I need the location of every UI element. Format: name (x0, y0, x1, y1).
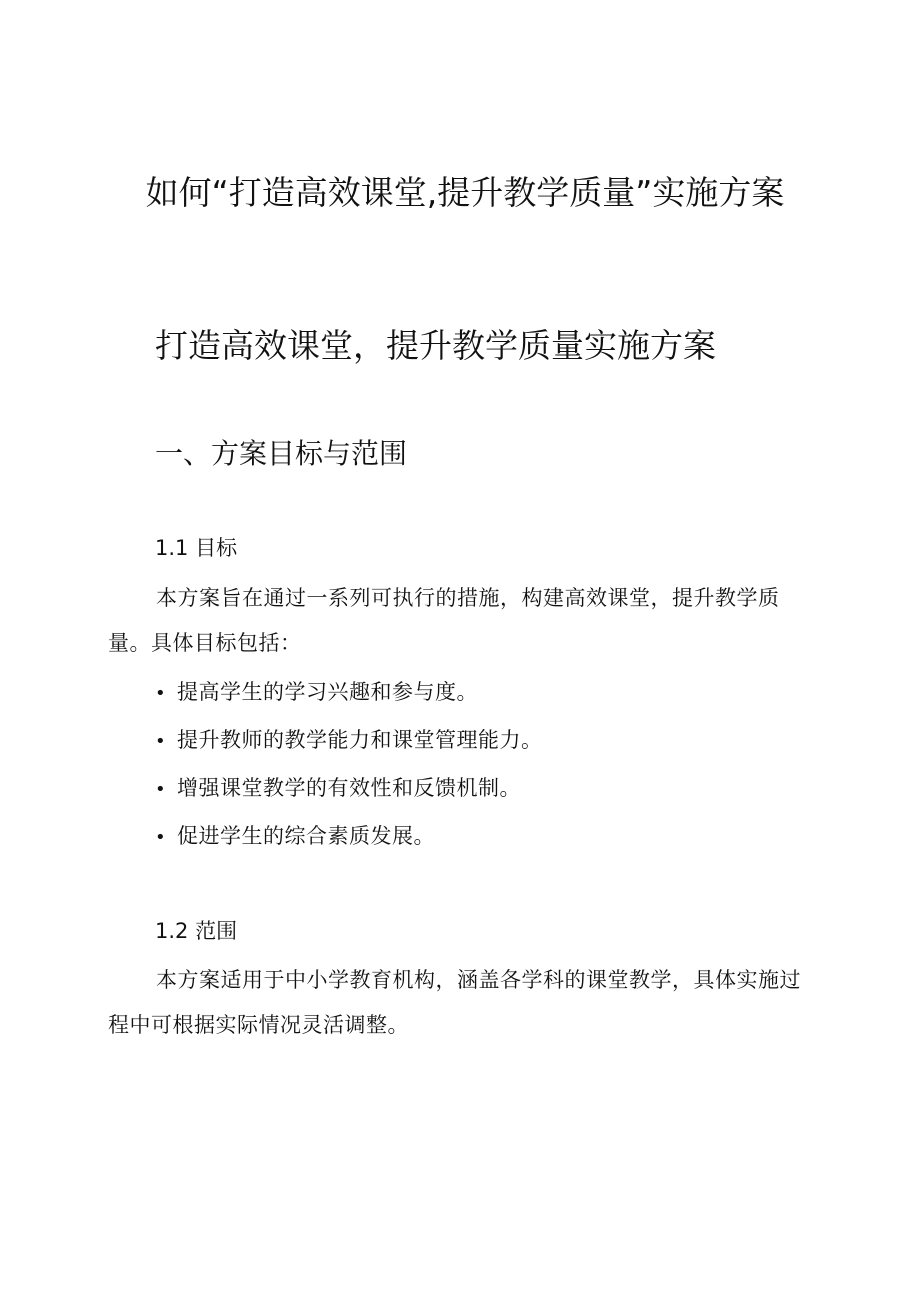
bullet-icon: • (155, 827, 167, 848)
list-item (155, 765, 543, 813)
list-item (155, 717, 543, 765)
list-item-text: 提高学生的学习兴趣和参与度。 (177, 680, 478, 704)
list-item-text: 增强课堂教学的有效性和反馈机制。 (177, 776, 521, 800)
goals-intro-paragraph: 本方案旨在通过一系列可执行的措施，构建高效课堂，提升教学质量。具体目标包括： (108, 586, 780, 655)
list-item-text: 提升教师的教学能力和课堂管理能力。 (177, 728, 543, 752)
bullet-icon: • (155, 779, 167, 800)
document-heading: 打造高效课堂，提升教学质量实施方案 (155, 326, 716, 365)
bullet-icon: • (155, 731, 167, 752)
bullet-icon: • (155, 683, 167, 704)
subsection-heading-goals: 1.1 目标 (155, 536, 238, 560)
document-title: 如何“打造高效课堂,提升教学质量”实施方案 (145, 173, 785, 212)
subsection-heading-scope: 1.2 范围 (155, 919, 238, 943)
list-item (155, 669, 543, 717)
goals-bullet-list (155, 669, 543, 861)
list-item-text: 促进学生的综合素质发展。 (177, 824, 435, 848)
section-heading-1: 一、方案目标与范围 (155, 437, 408, 470)
scope-paragraph: 本方案适用于中小学教育机构，涵盖各学科的课堂教学，具体实施过程中可根据实际情况灵活调整。 (108, 968, 801, 1037)
list-item (155, 813, 543, 861)
